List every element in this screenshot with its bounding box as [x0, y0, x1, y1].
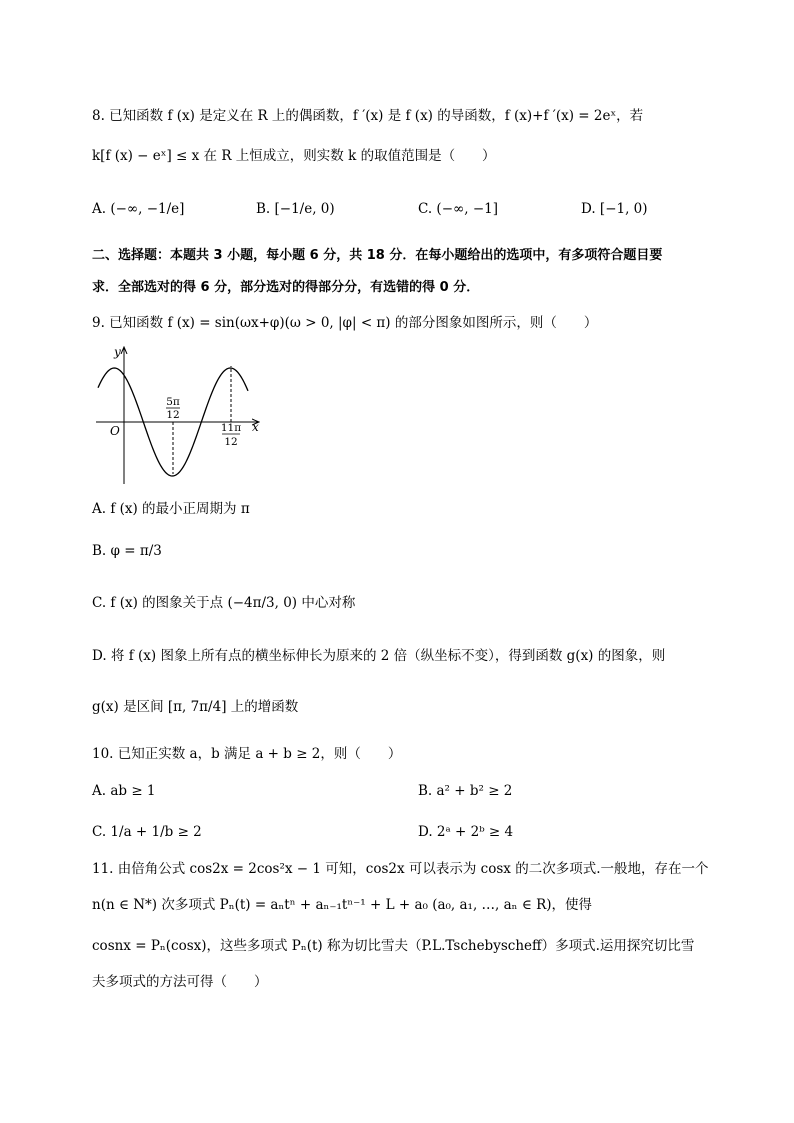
origin-label: O: [110, 424, 120, 438]
q10-option-d: D. 2ᵃ + 2ᵇ ≥ 4: [418, 824, 514, 840]
q11-line1: 11. 由倍角公式 cos2x = 2cos²x − 1 可知，cos2x 可以表示为 cosx 的二次多项式.一般地，存在一个: [92, 861, 709, 877]
svg-text:5π: 5π: [166, 396, 180, 408]
q10-option-b: B. a² + b² ≥ 2: [418, 783, 513, 799]
q10-option-a: A. ab ≥ 1: [92, 783, 156, 799]
q9-option-c: C. f (x) 的图象关于点 (−4π/3, 0) 中心对称: [92, 595, 356, 611]
svg-text:11π: 11π: [220, 422, 242, 434]
q9-sine-graph: [92, 342, 267, 487]
q8-option-c: C. (−∞, −1]: [418, 201, 499, 217]
q8-option-a: A. (−∞, −1/e]: [92, 201, 185, 217]
section2-instruction-line2: 求．全部选对的得 6 分，部分选对的得部分分，有选错的得 0 分．: [92, 280, 480, 295]
q9-option-b: B. φ = π/3: [92, 543, 162, 559]
q8-line2: k[f (x) − eˣ] ≤ x 在 R 上恒成立，则实数 k 的取值范围是（ ）: [92, 148, 496, 164]
y-axis-label: y: [114, 345, 121, 359]
q11-line4: 夫多项式的方法可得（ ）: [92, 974, 268, 990]
q11-line3: cosnx = Pₙ(cosx)，这些多项式 Pₙ(t) 称为切比雪夫（P.L.Tschebyscheff）多项式.运用探究切比雪: [92, 938, 695, 954]
q9-option-a: A. f (x) 的最小正周期为 π: [92, 501, 250, 517]
section2-instruction-line1: 二、选择题：本题共 3 小题，每小题 6 分，共 18 分．在每小题给出的选项中，有多项符合题目要: [92, 248, 663, 263]
q9-stem: 9. 已知函数 f (x) = sin(ωx+φ)(ω > 0, |φ| < π) 的部分图象如图所示，则（ ）: [92, 315, 598, 331]
q10-stem: 10. 已知正实数 a，b 满足 a + b ≥ 2，则（ ）: [92, 746, 402, 762]
q8-option-b: B. [−1/e, 0): [256, 201, 335, 217]
svg-text:12: 12: [224, 436, 238, 448]
q8-line1: 8. 已知函数 f (x) 是定义在 R 上的偶函数，f ′(x) 是 f (x) 的导函数，f (x)+f ′(x) = 2eˣ，若: [92, 108, 644, 124]
svg-text:12: 12: [166, 409, 180, 421]
q8-option-d: D. [−1, 0): [581, 201, 648, 217]
tick-5pi-12: [166, 396, 180, 421]
q10-option-c: C. 1/a + 1/b ≥ 2: [92, 824, 202, 840]
q9-option-d-line1: D. 将 f (x) 图象上所有点的横坐标伸长为原来的 2 倍（纵坐标不变），得到函数 g(x) 的图象，则: [92, 648, 666, 664]
tick-11pi-12: [221, 422, 241, 448]
x-axis-label: x: [252, 420, 259, 434]
q11-line2: n(n ∈ N*) 次多项式 Pₙ(t) = aₙtⁿ + aₙ₋₁tⁿ⁻¹ + L + a₀ (a₀, a₁, …, aₙ ∈ R)，使得: [92, 897, 593, 913]
q9-option-d-line2: g(x) 是区间 [π, 7π/4] 上的增函数: [92, 699, 299, 715]
